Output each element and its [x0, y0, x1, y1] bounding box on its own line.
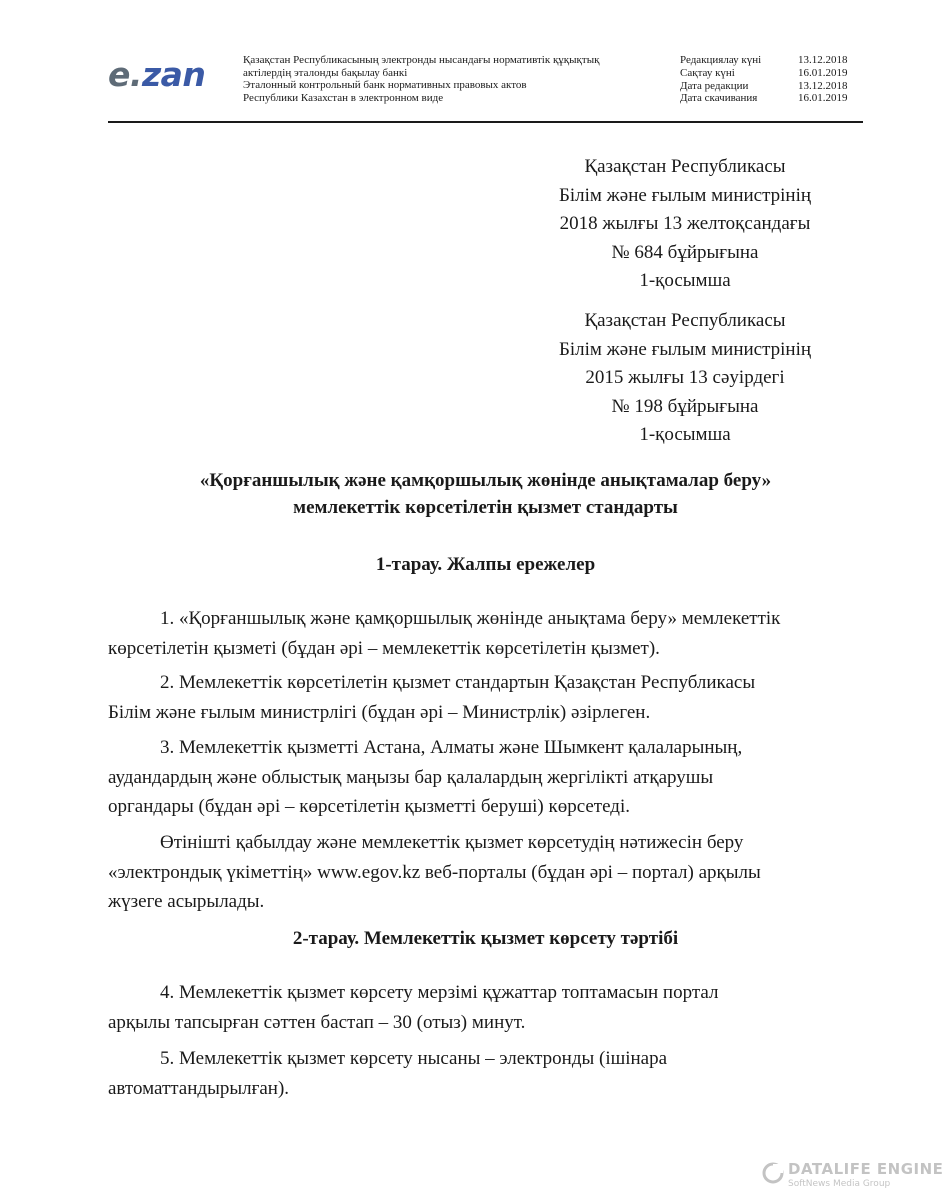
meta-value: 13.12.2018 — [798, 54, 848, 66]
header-meta — [680, 54, 880, 105]
title-line: мемлекеттік көрсетілетін қызмет стандарты — [293, 497, 678, 518]
meta-row-save-date-kz — [680, 67, 880, 80]
paragraph-line: арқылы тапсырған сәттен бастап – 30 (отыз) минут. — [108, 1011, 526, 1033]
appendix-reference-2018 — [455, 153, 915, 296]
appendix-line: Қазақстан Республикасы — [584, 156, 786, 177]
meta-label: Дата редакции — [680, 79, 749, 92]
meta-value: 16.01.2019 — [798, 92, 848, 105]
meta-label: Дата скачивания — [680, 92, 758, 105]
header-divider — [108, 121, 863, 123]
paragraph-line: аудандардың және облыстық маңызы бар қалалардың жергілікті атқарушы — [108, 766, 714, 788]
paragraph-4 — [108, 978, 863, 1037]
appendix-line: 2018 жылғы 13 желтоқсандағы — [559, 213, 811, 234]
appendix-line: 1-қосымша — [639, 270, 731, 291]
header-description-line: Республики Казахстан в электронном виде — [243, 91, 444, 104]
meta-row-edit-date-ru — [680, 80, 880, 93]
appendix-line: № 684 бұйрығына — [611, 241, 759, 263]
paragraph-1 — [108, 604, 863, 663]
appendix-line: Қазақстан Республикасы — [584, 310, 786, 331]
watermark-subtitle: SoftNews Media Group — [788, 1179, 891, 1189]
header-description-line: Қазақстан Республикасының электронды нысандағы нормативтік құқықтық — [243, 54, 600, 66]
paragraph-line: жүзеге асырылады. — [108, 891, 265, 912]
header-description — [243, 54, 653, 104]
paragraph-line: органдары (бұдан әрі – көрсетілетін қызметті беруші) көрсетеді. — [108, 796, 630, 817]
meta-value: 13.12.2018 — [798, 79, 848, 92]
meta-row-download-date-ru — [680, 92, 880, 105]
meta-value: 16.01.2019 — [798, 66, 848, 79]
paragraph-line: 1. «Қорғаншылық және қамқоршылық жөнінде анықтама беру» мемлекеттік — [160, 608, 781, 629]
meta-label: Редакциялау күні — [680, 54, 762, 66]
title-line: «Қорғаншылық және қамқоршылық жөнінде анықтамалар беру» — [199, 470, 772, 491]
appendix-line: Білім және ғылым министрінің — [558, 184, 812, 206]
paragraph-line: 3. Мемлекеттік қызметті Астана, Алматы және Шымкент қалаларының, — [160, 737, 743, 758]
paragraph-line: 2. Мемлекеттік көрсетілетін қызмет стандартын Қазақстан Республикасы — [160, 672, 756, 693]
datalife-logo-icon — [762, 1162, 784, 1184]
paragraph-line: Өтінішті қабылдау және мемлекеттік қызмет көрсетудің нәтижесін беру — [160, 832, 744, 853]
document-title — [108, 467, 863, 521]
meta-row-edit-date-kz — [680, 54, 880, 67]
ezan-logo: e.zan — [108, 55, 206, 94]
appendix-line: 1-қосымша — [639, 424, 731, 445]
paragraph-line: 4. Мемлекеттік қызмет көрсету мерзімі құжаттар топтамасын портал — [160, 982, 719, 1003]
paragraph-3 — [108, 733, 863, 822]
paragraph-line: көрсетілетін қызметі (бұдан әрі – мемлекеттік көрсетілетін қызмет). — [108, 637, 660, 659]
appendix-line: 2015 жылғы 13 сәуірдегі — [585, 367, 785, 388]
paragraph-line: 5. Мемлекеттік қызмет көрсету нысаны – электронды (ішінара — [160, 1048, 668, 1069]
appendix-reference-2015 — [455, 307, 915, 450]
header-description-line: Эталонный контрольный банк нормативных правовых актов — [243, 79, 527, 91]
paragraph-2 — [108, 668, 863, 727]
paragraph-3-continued — [108, 828, 863, 917]
paragraph-line: Білім және ғылым министрлігі (бұдан әрі – Министрлік) әзірлеген. — [108, 701, 651, 723]
paragraph-line: «электрондық үкіметтің» www.egov.kz веб-порталы (бұдан әрі – портал) арқылы — [108, 861, 761, 883]
paragraph-5 — [108, 1044, 863, 1103]
datalife-engine-watermark — [762, 1160, 943, 1194]
meta-label: Сақтау күні — [680, 66, 735, 79]
appendix-line: № 198 бұйрығына — [611, 395, 759, 417]
paragraph-line: автоматтандырылған). — [108, 1077, 290, 1099]
chapter-2-heading: 2-тарау. Мемлекеттік қызмет көрсету тәртібі — [292, 928, 679, 949]
appendix-line: Білім және ғылым министрінің — [558, 338, 812, 360]
chapter-1-heading: 1-тарау. Жалпы ережелер — [375, 554, 596, 575]
header-description-line: актілердің эталонды бақылау банкі — [243, 66, 408, 79]
watermark-title: DATALIFE ENGINE — [788, 1160, 943, 1178]
